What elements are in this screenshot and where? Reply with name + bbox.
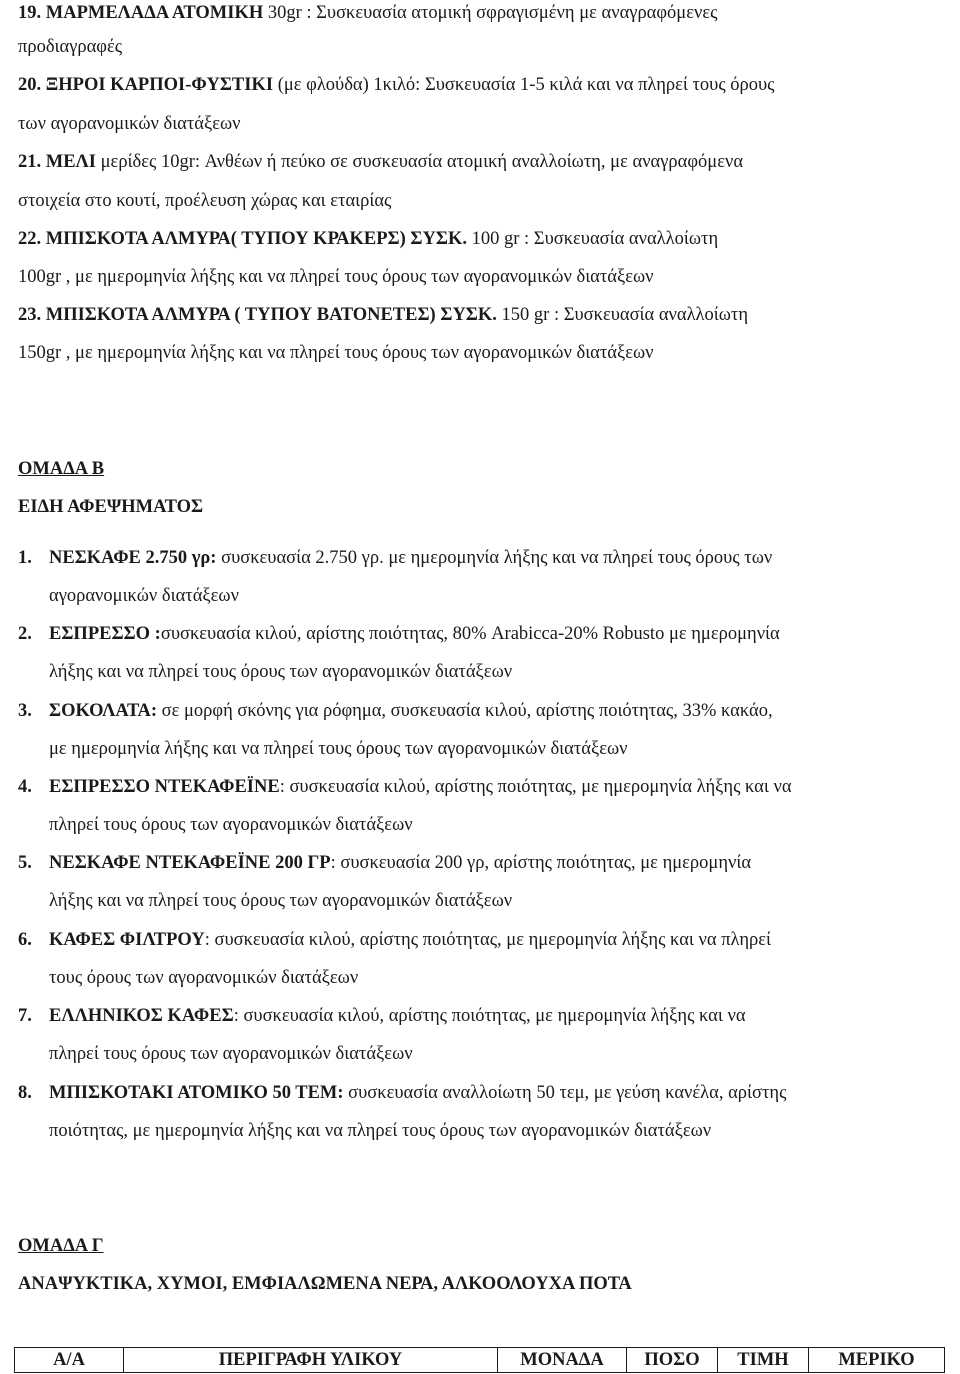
col-description: ΠΕΡΙΓΡΑΦΗ ΥΛΙΚΟΥ <box>124 1348 498 1373</box>
group-c-title: ΟΜΑΔΑ Γ <box>18 1236 104 1256</box>
item-23-line2: 150gr , με ημερομηνία λήξης και να πληρεί τους όρους των αγορανομικών διατάξεων <box>18 343 654 363</box>
group-c-subtitle: ΑΝΑΨΥΚΤΙΚΑ, ΧΥΜΟΙ, ΕΜΦΙΑΛΩΜΕΝΑ ΝΕΡΑ, ΑΛΚΟΟΛΟΥΧΑ ΠΟΤΑ <box>18 1274 632 1294</box>
item-23-line1: 23. ΜΠΙΣΚΟΤΑ ΑΛΜΥΡΑ ( ΤΥΠΟΥ ΒΑΤΟΝΕΤΕΣ) ΣΥΣΚ. 150 gr : Συσκευασία αναλλοίωτη <box>18 305 749 325</box>
item-19-line2: προδιαγραφές <box>18 37 123 57</box>
item-22-line1: 22. ΜΠΙΣΚΟΤΑ ΑΛΜΥΡΑ( ΤΥΠΟΥ ΚΡΑΚΕΡΣ) ΣΥΣΚ. 100 gr : Συσκευασία αναλλοίωτη <box>18 229 719 249</box>
item-21-line2: στοιχεία στο κουτί, προέλευση χώρας και εταιρίας <box>18 191 392 211</box>
col-subtotal: ΜΕΡΙΚΟ <box>809 1348 945 1373</box>
col-quantity: ΠΟΣΟ <box>627 1348 718 1373</box>
items-table-header <box>14 1347 945 1373</box>
group-b-title: ΟΜΑΔΑ Β <box>18 459 105 479</box>
item-22-line2: 100gr , με ημερομηνία λήξης και να πληρεί τους όρους των αγορανομικών διατάξεων <box>18 267 654 287</box>
item-19-line1: 19. ΜΑΡΜΕΛΑΔΑ ΑΤΟΜΙΚΗ 30gr : Συσκευασία ατομική σφραγισμένη με αναγραφόμενες <box>18 3 718 23</box>
item-21-line1: 21. ΜΕΛΙ μερίδες 10gr: Ανθέων ή πεύκο σε συσκευασία ατομική αναλλοίωτη, με αναγραφόμενα <box>18 152 744 172</box>
col-aa: Α/Α <box>15 1348 124 1373</box>
item-20-line2: των αγορανομικών διατάξεων <box>18 114 241 134</box>
group-b-subtitle: ΕΙΔΗ ΑΦΕΨΗΜΑΤΟΣ <box>18 497 204 517</box>
item-20-line1: 20. ΞΗΡΟΙ ΚΑΡΠΟΙ-ΦΥΣΤΙΚΙ (με φλούδα) 1κιλό: Συσκευασία 1-5 κιλά και να πληρεί τους όρους <box>18 75 775 95</box>
col-price: ΤΙΜΗ <box>718 1348 809 1373</box>
col-unit: ΜΟΝΑΔΑ <box>498 1348 627 1373</box>
